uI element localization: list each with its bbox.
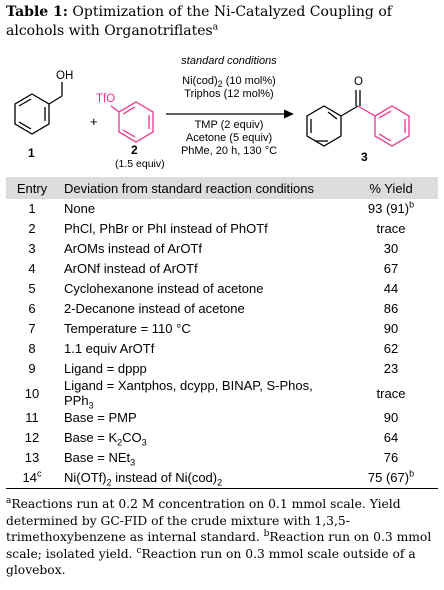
entry-cell xyxy=(6,298,58,318)
entry-number: 2 xyxy=(28,221,36,237)
footnote-c-mark: c xyxy=(136,545,142,556)
yield-value: 75 (67) xyxy=(367,470,410,486)
deviation-cell xyxy=(58,199,344,219)
entry-number: 8 xyxy=(28,340,36,356)
deviation-text: Base = PMP xyxy=(64,410,137,426)
entry-number: 11 xyxy=(25,410,39,426)
table-row xyxy=(6,468,438,488)
yield-value: 76 xyxy=(383,450,399,466)
deviation-cell xyxy=(58,298,344,318)
conditions-additive: Acetone (5 equiv) xyxy=(185,132,273,144)
entry-number: 5 xyxy=(28,281,36,296)
yield-value: 62 xyxy=(383,340,399,356)
carbonyl-o-label: O xyxy=(354,76,363,88)
subscript: 3 xyxy=(141,437,147,448)
deviation-cell xyxy=(58,239,344,259)
yield-value: 30 xyxy=(383,241,399,257)
yield-cell xyxy=(344,219,438,239)
benzyl-alcohol-ring xyxy=(15,94,49,134)
yield-cell xyxy=(344,318,438,338)
table-row xyxy=(6,298,438,318)
yield-value: 67 xyxy=(383,261,399,277)
aryl-triflate-ring xyxy=(119,102,153,142)
entry-number: 13 xyxy=(24,450,40,466)
deviation-cell xyxy=(58,318,344,338)
table-row xyxy=(6,338,438,358)
table-row xyxy=(6,358,438,378)
entry-cell xyxy=(6,358,58,378)
entry-cell xyxy=(6,428,58,448)
entry-cell xyxy=(6,219,58,239)
deviation-text: Ligand = dppp xyxy=(64,360,147,376)
deviation-text: Ni(OTf) xyxy=(64,470,107,486)
yield-value: 90 xyxy=(383,320,399,336)
conditions-title: standard conditions xyxy=(181,55,277,67)
compound-2-equiv: (1.5 equiv) xyxy=(115,158,165,170)
table-label: Table 1: xyxy=(6,4,68,20)
deviation-text: Ligand = Xantphos, dcypp, BINAP, S-Phos, PPh xyxy=(64,378,313,409)
compound-2-label: 2 xyxy=(131,143,138,157)
deviation-cell xyxy=(58,448,344,468)
conditions-ligand: Triphos (12 mol%) xyxy=(184,88,274,100)
yield-cell xyxy=(344,468,438,488)
yield-cell xyxy=(344,378,438,408)
title-footnote-mark: a xyxy=(212,22,219,33)
entry-cell xyxy=(6,468,58,488)
product-left-ring xyxy=(307,106,341,146)
entry-number: 6 xyxy=(28,300,36,316)
deviation-text: Base = NEt xyxy=(64,450,131,466)
deviation-text: None xyxy=(64,201,96,217)
deviation-text: Cyclohexanone instead of acetone xyxy=(64,281,264,296)
yield-value: 93 (91) xyxy=(367,201,410,217)
table-header-row xyxy=(6,177,438,199)
deviation-text: ArOMs instead of ArOTf xyxy=(64,241,202,257)
deviation-text: 1.1 equiv ArOTf xyxy=(64,340,155,356)
subscript: 3 xyxy=(130,457,136,468)
yield-value: trace xyxy=(376,221,406,237)
table-row xyxy=(6,378,438,408)
deviation-text: ArONf instead of ArOTf xyxy=(64,261,198,277)
deviation-cell xyxy=(58,279,344,299)
entry-cell xyxy=(6,259,58,279)
yield-value: trace xyxy=(376,385,406,401)
yield-cell xyxy=(344,279,438,299)
reaction-scheme xyxy=(0,50,444,175)
table-row xyxy=(6,428,438,448)
yield-value: 64 xyxy=(383,430,399,446)
deviation-cell xyxy=(58,378,344,411)
entry-number: 4 xyxy=(28,261,36,277)
plus-sign: + xyxy=(90,114,98,129)
table-title xyxy=(6,3,440,41)
yield-value: 90 xyxy=(383,410,399,426)
yield-value: 44 xyxy=(383,281,399,296)
subscript: 2 xyxy=(117,437,123,448)
entry-cell xyxy=(6,448,58,468)
yield-footnote-mark: b xyxy=(409,468,415,479)
optimization-table xyxy=(6,177,438,489)
header-deviation: Deviation from standard reaction conditions xyxy=(58,177,344,199)
compound-1-label: 1 xyxy=(28,146,35,160)
entry-number: 14 xyxy=(22,470,37,486)
entry-number: 7 xyxy=(28,320,36,336)
subscript: 2 xyxy=(217,477,223,488)
entry-cell xyxy=(6,318,58,338)
table-title-text: Optimization of the Ni-Catalyzed Coupling of alcohols with Organotriflates xyxy=(6,4,392,39)
table-row xyxy=(6,448,438,468)
table-row xyxy=(6,219,438,239)
deviation-text: Base = K xyxy=(64,430,118,446)
deviation-cell xyxy=(58,408,344,428)
footnote-b-mark: b xyxy=(263,528,270,539)
deviation-cell xyxy=(58,428,344,448)
tfo-label: TfO xyxy=(96,93,116,105)
yield-cell xyxy=(344,358,438,378)
table-body xyxy=(6,199,438,488)
subscript: 2 xyxy=(106,477,112,488)
entry-cell xyxy=(6,408,58,428)
deviation-cell xyxy=(58,219,344,239)
yield-cell xyxy=(344,239,438,259)
deviation-text-cont: CO xyxy=(122,430,142,446)
yield-value: 23 xyxy=(383,360,399,376)
table-row xyxy=(6,279,438,299)
entry-number: 3 xyxy=(28,241,36,257)
entry-number: 10 xyxy=(24,385,40,401)
table-footnotes xyxy=(6,496,438,579)
yield-cell xyxy=(344,428,438,448)
table-row xyxy=(6,318,438,338)
table-row xyxy=(6,199,438,219)
entry-cell xyxy=(6,378,58,408)
table-row xyxy=(6,408,438,428)
footnote-a-mark: a xyxy=(6,495,12,506)
header-entry: Entry xyxy=(6,177,58,199)
conditions-catalyst: $Ni(cod)_2$ (10 mol%) xyxy=(182,75,276,90)
footnote-b-text: Reaction run on 0.3 mmol scale; isolated yield. xyxy=(6,530,432,561)
deviation-cell xyxy=(58,358,344,378)
footnote-c-text: Reaction run on 0.3 mmol scale outside of a glovebox. xyxy=(6,546,416,577)
entry-footnote-mark: c xyxy=(36,468,42,479)
yield-footnote-mark: b xyxy=(409,200,415,211)
oh-label: OH xyxy=(56,70,74,82)
deviation-cell xyxy=(58,338,344,358)
table-row xyxy=(6,259,438,279)
yield-value: 86 xyxy=(383,300,399,316)
reaction-arrow xyxy=(166,110,294,119)
deviation-text: Temperature = 110 °C xyxy=(64,320,191,336)
entry-cell xyxy=(6,279,58,299)
conditions-solvent: PhMe, 20 h, 130 °C xyxy=(180,145,278,157)
entry-cell xyxy=(6,199,58,219)
entry-number: 12 xyxy=(24,430,40,446)
deviation-cell xyxy=(58,259,344,279)
entry-number: 9 xyxy=(28,360,36,376)
yield-cell xyxy=(344,199,438,219)
subscript: 3 xyxy=(88,400,94,411)
header-yield: % Yield xyxy=(344,177,438,199)
deviation-text: PhCl, PhBr or PhI instead of PhOTf xyxy=(64,221,268,237)
product-right-ring xyxy=(375,106,409,146)
deviation-text-cont: instead of Ni(cod) xyxy=(111,470,218,486)
yield-cell xyxy=(344,338,438,358)
entry-cell xyxy=(6,239,58,259)
yield-cell xyxy=(344,448,438,468)
table-row xyxy=(6,239,438,259)
yield-cell xyxy=(344,259,438,279)
deviation-cell xyxy=(58,468,344,488)
deviation-text: 2-Decanone instead of acetone xyxy=(64,300,245,316)
footnote-a-text: Reactions run at 0.2 M concentration on 0.1 mmol scale. Yield determined by GC-FID of the crude mixture with 1,3,5-trimethoxybenzene as internal standard. xyxy=(6,497,401,544)
yield-cell xyxy=(344,298,438,318)
entry-number: 1 xyxy=(28,201,36,217)
conditions-base: TMP (2 equiv) xyxy=(194,119,264,131)
compound-3-label: 3 xyxy=(361,150,368,164)
entry-cell xyxy=(6,338,58,358)
yield-cell xyxy=(344,408,438,428)
